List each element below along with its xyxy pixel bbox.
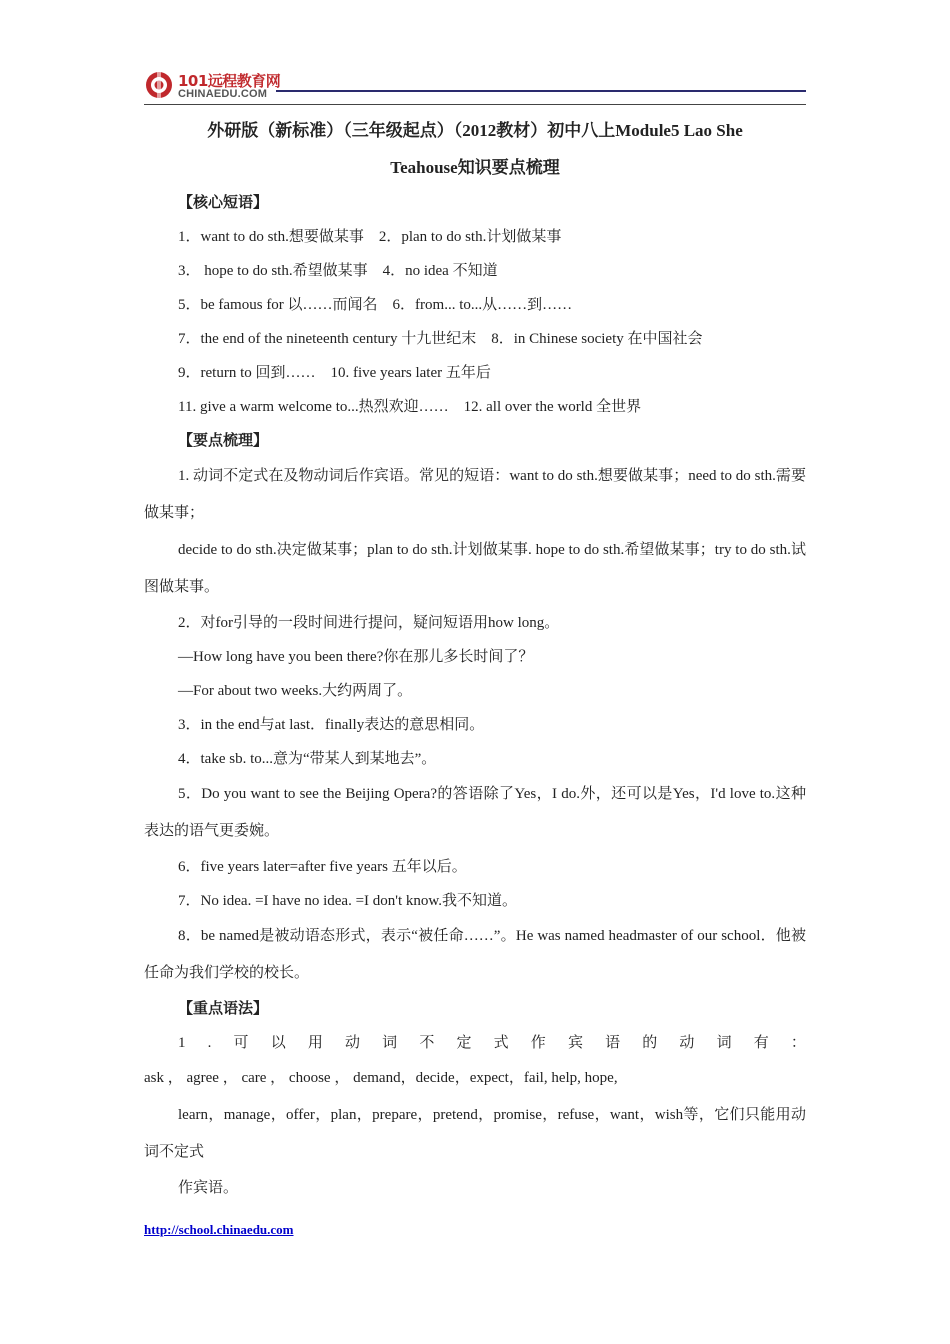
point-line: 2．对for引导的一段时间进行提问，疑问短语用how long。 [178,615,560,631]
point-line: 7．No idea. =I have no idea. =I don't know.我不知道。 [178,893,518,909]
point-line: —How long have you been there?你在那儿多长时间了？ [178,649,534,665]
grammar-line-spread [144,1026,806,1060]
logo-chinese-text: 101远程教育网 [178,72,281,90]
page-title-line1: 外研版（新标准）（三年级起点）（2012教材）初中八上Module5 Lao She [207,121,743,140]
grammar-char: 以 [270,1035,286,1051]
page-title-line2: Teahouse知识要点梳理 [390,158,560,177]
section-heading-grammar: 【重点语法】 [178,1001,269,1017]
phrase-line: 5．be famous for 以……而闻名 6．from... to...从……到…… [178,297,573,313]
grammar-char: 动 [679,1035,695,1051]
grammar-char: . [207,1035,212,1051]
phrase-line: 9．return to 回到…… 10. five years later 五年后 [178,365,491,381]
grammar-char: 动 [345,1035,361,1051]
grammar-line: learn，manage，offer，plan，prepare，pretend，promise，refuse，want，wish等，它们只能用动词不定式 [144,1107,806,1160]
section-heading-points: 【要点梳理】 [178,433,269,449]
point-paragraph: 1. 动词不定式在及物动词后作宾语。常见的短语：want to do sth.想要做某事；need to do sth.需要做某事； [144,468,806,521]
point-line: —For about two weeks.大约两周了。 [178,683,413,699]
grammar-char: 有 [753,1035,769,1051]
page-footer [144,1222,294,1238]
grammar-char: 定 [456,1035,472,1051]
grammar-char: 不 [419,1035,435,1051]
grammar-char: 语 [605,1035,621,1051]
grammar-char: 词 [382,1035,398,1051]
header-rule [144,104,806,105]
phrase-line: 1．want to do sth.想要做某事 2．plan to do sth.计划做某事 [178,229,562,245]
point-paragraph: 8．be named是被动语态形式，表示“被任命……”。He was named headmaster of our school．他被任命为我们学校的校长。 [144,928,806,981]
logo-mark-icon [144,70,174,100]
site-logo[interactable] [144,70,281,104]
header-rule-accent [276,90,806,92]
point-line: 4．take sb. to...意为“带某人到某地去”。 [178,751,437,767]
grammar-char: 式 [493,1035,509,1051]
grammar-char: 1 [178,1035,186,1051]
grammar-char: 可 [233,1035,249,1051]
phrase-line: 11. give a warm welcome to...热烈欢迎…… 12. all over the world 全世界 [178,399,642,415]
point-paragraph: decide to do sth.决定做某事；plan to do sth.计划做某事. hope to do sth.希望做某事；try to do sth.试图做某事。 [144,542,806,595]
grammar-char: 用 [307,1035,323,1051]
point-line: 6．five years later=after five years 五年以后。 [178,859,467,875]
grammar-char: ： [790,1035,806,1051]
grammar-line: ask ， agree ， care ， choose ， demand，decide，expect，fail, help, hope, [144,1070,618,1086]
section-heading-phrases: 【核心短语】 [178,195,269,211]
footer-link[interactable]: http://school.chinaedu.com [144,1222,294,1237]
grammar-char: 词 [716,1035,732,1051]
phrase-line: 7．the end of the nineteenth century 十九世纪末 8．in Chinese society 在中国社会 [178,331,703,347]
page-header [144,66,806,106]
phrase-line: 3． hope to do sth.希望做某事 4．no idea 不知道 [178,263,498,279]
grammar-char: 宾 [567,1035,583,1051]
grammar-char: 的 [642,1035,658,1051]
point-paragraph: 5．Do you want to see the Beijing Opera?的答语除了Yes，I do.外，还可以是Yes，I'd love to.这种表达的语气更委婉。 [144,786,806,839]
logo-english-text: CHINAEDU.COM [178,88,268,100]
grammar-line: 作宾语。 [178,1180,239,1196]
document-body [144,112,806,1205]
point-line: 3．in the end与at last．finally表达的意思相同。 [178,717,485,733]
grammar-char: 作 [530,1035,546,1051]
